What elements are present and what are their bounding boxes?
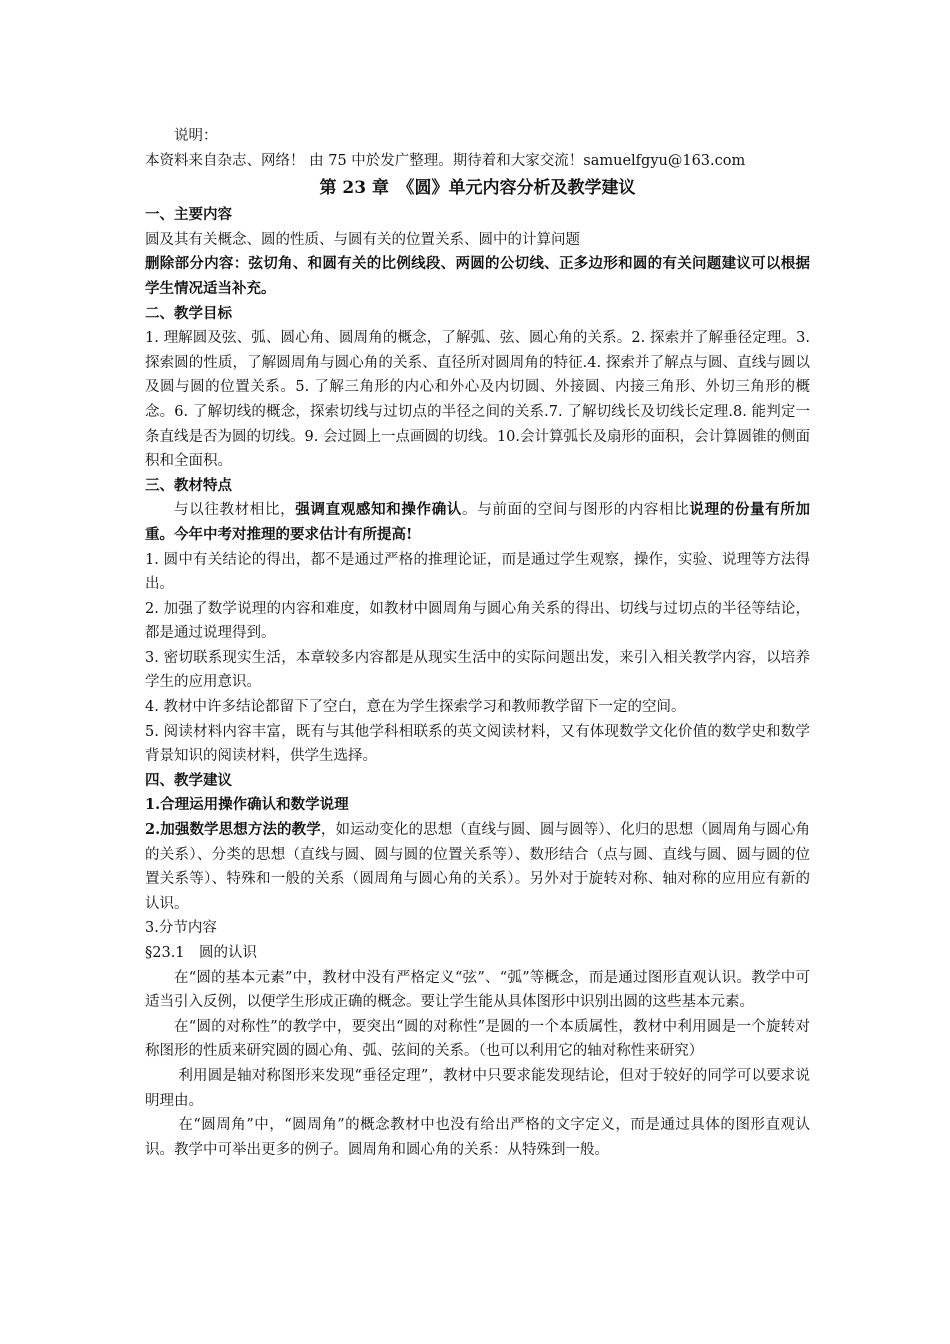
intro-emphasis-1: 强调直观感知和操作确认 [295,501,463,519]
intro-text-2: 。与前面的空间与图形的内容相比 [462,502,690,519]
paragraph: 在“圆的对称性”的教学中，要突出“圆的对称性”是圆的一个本质属性，教材中利用圆是一个旋转对称图形的性质来研究圆的圆心角、弧、弦间的关系。（也可以利用它的轴对称性来研究） [145,1018,810,1060]
section-3-heading: 三、教材特点 [145,476,232,494]
section-4-heading: 四、教学建议 [145,771,232,789]
paragraph: 利用圆是轴对称图形来发现“垂径定理”，教材中只要求能发现结论，但对于较好的同学可以要求说明理由。 [145,1067,810,1109]
section-23-1-title: §23.1 圆的认识 [145,945,258,961]
suggestion-3: 3.分节内容 [145,920,217,937]
intro-emphasis-2: 说理的份量有所加重。今年中考对推理的要求估计有所提高! [145,501,811,543]
suggestion-1: 1.合理运用操作确认和数学说理 [145,796,349,814]
list-item: 1. 圆中有关结论的得出，都不是通过严格的推理论证，而是通过学生观察，操作，实验、说理等方法得出。 [145,551,810,593]
section-1-content: 圆及其有关概念、圆的性质、与圆有关的位置关系、圆中的计算问题 [145,231,580,248]
section-2-heading: 二、教学目标 [145,304,232,322]
source-line: 本资料来自杂志、网络！ 由 75 中於发广整理。期待着和大家交流！samuelfgyu@163.com [145,152,746,169]
note-label: 说明： [174,128,218,144]
list-item: 2. 加强了数学说理的内容和难度，如教材中圆周角与圆心角关系的得出、切线与过切点的半径等结论，都是通过说理得到。 [145,600,810,642]
intro-text-1: 与以往教材相比， [174,502,296,519]
list-item: 5. 阅读材料内容丰富，既有与其他学科相联系的英文阅读材料，又有体现数学文化价值的数学史和数学背景知识的阅读材料，供学生选择。 [145,723,810,765]
paragraph: 在“圆的基本元素”中，教材中没有严格定义“弦”、“弧”等概念，而是通过图形直观认识。教学中可适当引入反例，以便学生形成正确的概念。要让学生能从具体图形中识别出圆的这些基本元素。 [145,969,810,1011]
section-1-heading: 一、主要内容 [145,206,232,224]
paragraph: 在“圆周角”中，“圆周角”的概念教材中也没有给出严格的文字定义，而是通过具体的图形直观认识。教学中可举出更多的例子。圆周角和圆心角的关系：从特殊到一般。 [145,1117,810,1158]
suggestion-2-title: 2.加强数学思想方法的教学 [145,821,321,839]
page-title: 第 23 章 《圆》单元内容分析及教学建议 [319,178,636,199]
list-item: 4. 教材中许多结论都留下了空白，意在为学生探索学习和教师教学留下一定的空间。 [145,699,686,716]
teaching-goals: 1. 理解圆及弦、弧、圆心角、圆周角的概念，了解弧、弦、圆心角的关系。2. 探索并了解垂径定理。3. 探索圆的性质，了解圆周角与圆心角的关系、直径所对圆周角的特征.4. 探索并了解点与圆、直线与圆以及圆与圆的位置关系。5. 了解三角形的内心和外心及内切圆、外接圆、内接三角形、外切三角形的概念。6. 了解切线的概念，探索切线与过切点的半径之间的关系.7. 了解切线长及切线长定理.8. 能判定一条直线是否为圆的切线。9. 会过圆上一点画圆的切线。10.会计算弧长及扇形的面积，会计算圆锥的侧面积和全面积。 [145,330,810,470]
deleted-content-note: 删除部分内容：弦切角、和圆有关的比例线段、两圆的公切线、正多边形和圆的有关问题建议可以根据学生情况适当补充。 [145,255,810,297]
list-item: 3. 密切联系现实生活，本章较多内容都是从现实生活中的实际问题出发，来引入相关教学内容，以培养学生的应用意识。 [145,649,810,691]
suggestion-2-text: ，如运动变化的思想（直线与圆、圆与圆等）、化归的思想（圆周角与圆心角的关系）、分类的思想（直线与圆、圆与圆的位置关系等）、数形结合（点与圆、直线与圆、圆与圆的位置关系等）、特殊和一般的关系（圆周角与圆心角的关系）。另外对于旋转对称、轴对称的应用应有新的认识。 [145,822,811,912]
section-3-intro [145,498,810,547]
suggestion-2 [145,818,810,916]
